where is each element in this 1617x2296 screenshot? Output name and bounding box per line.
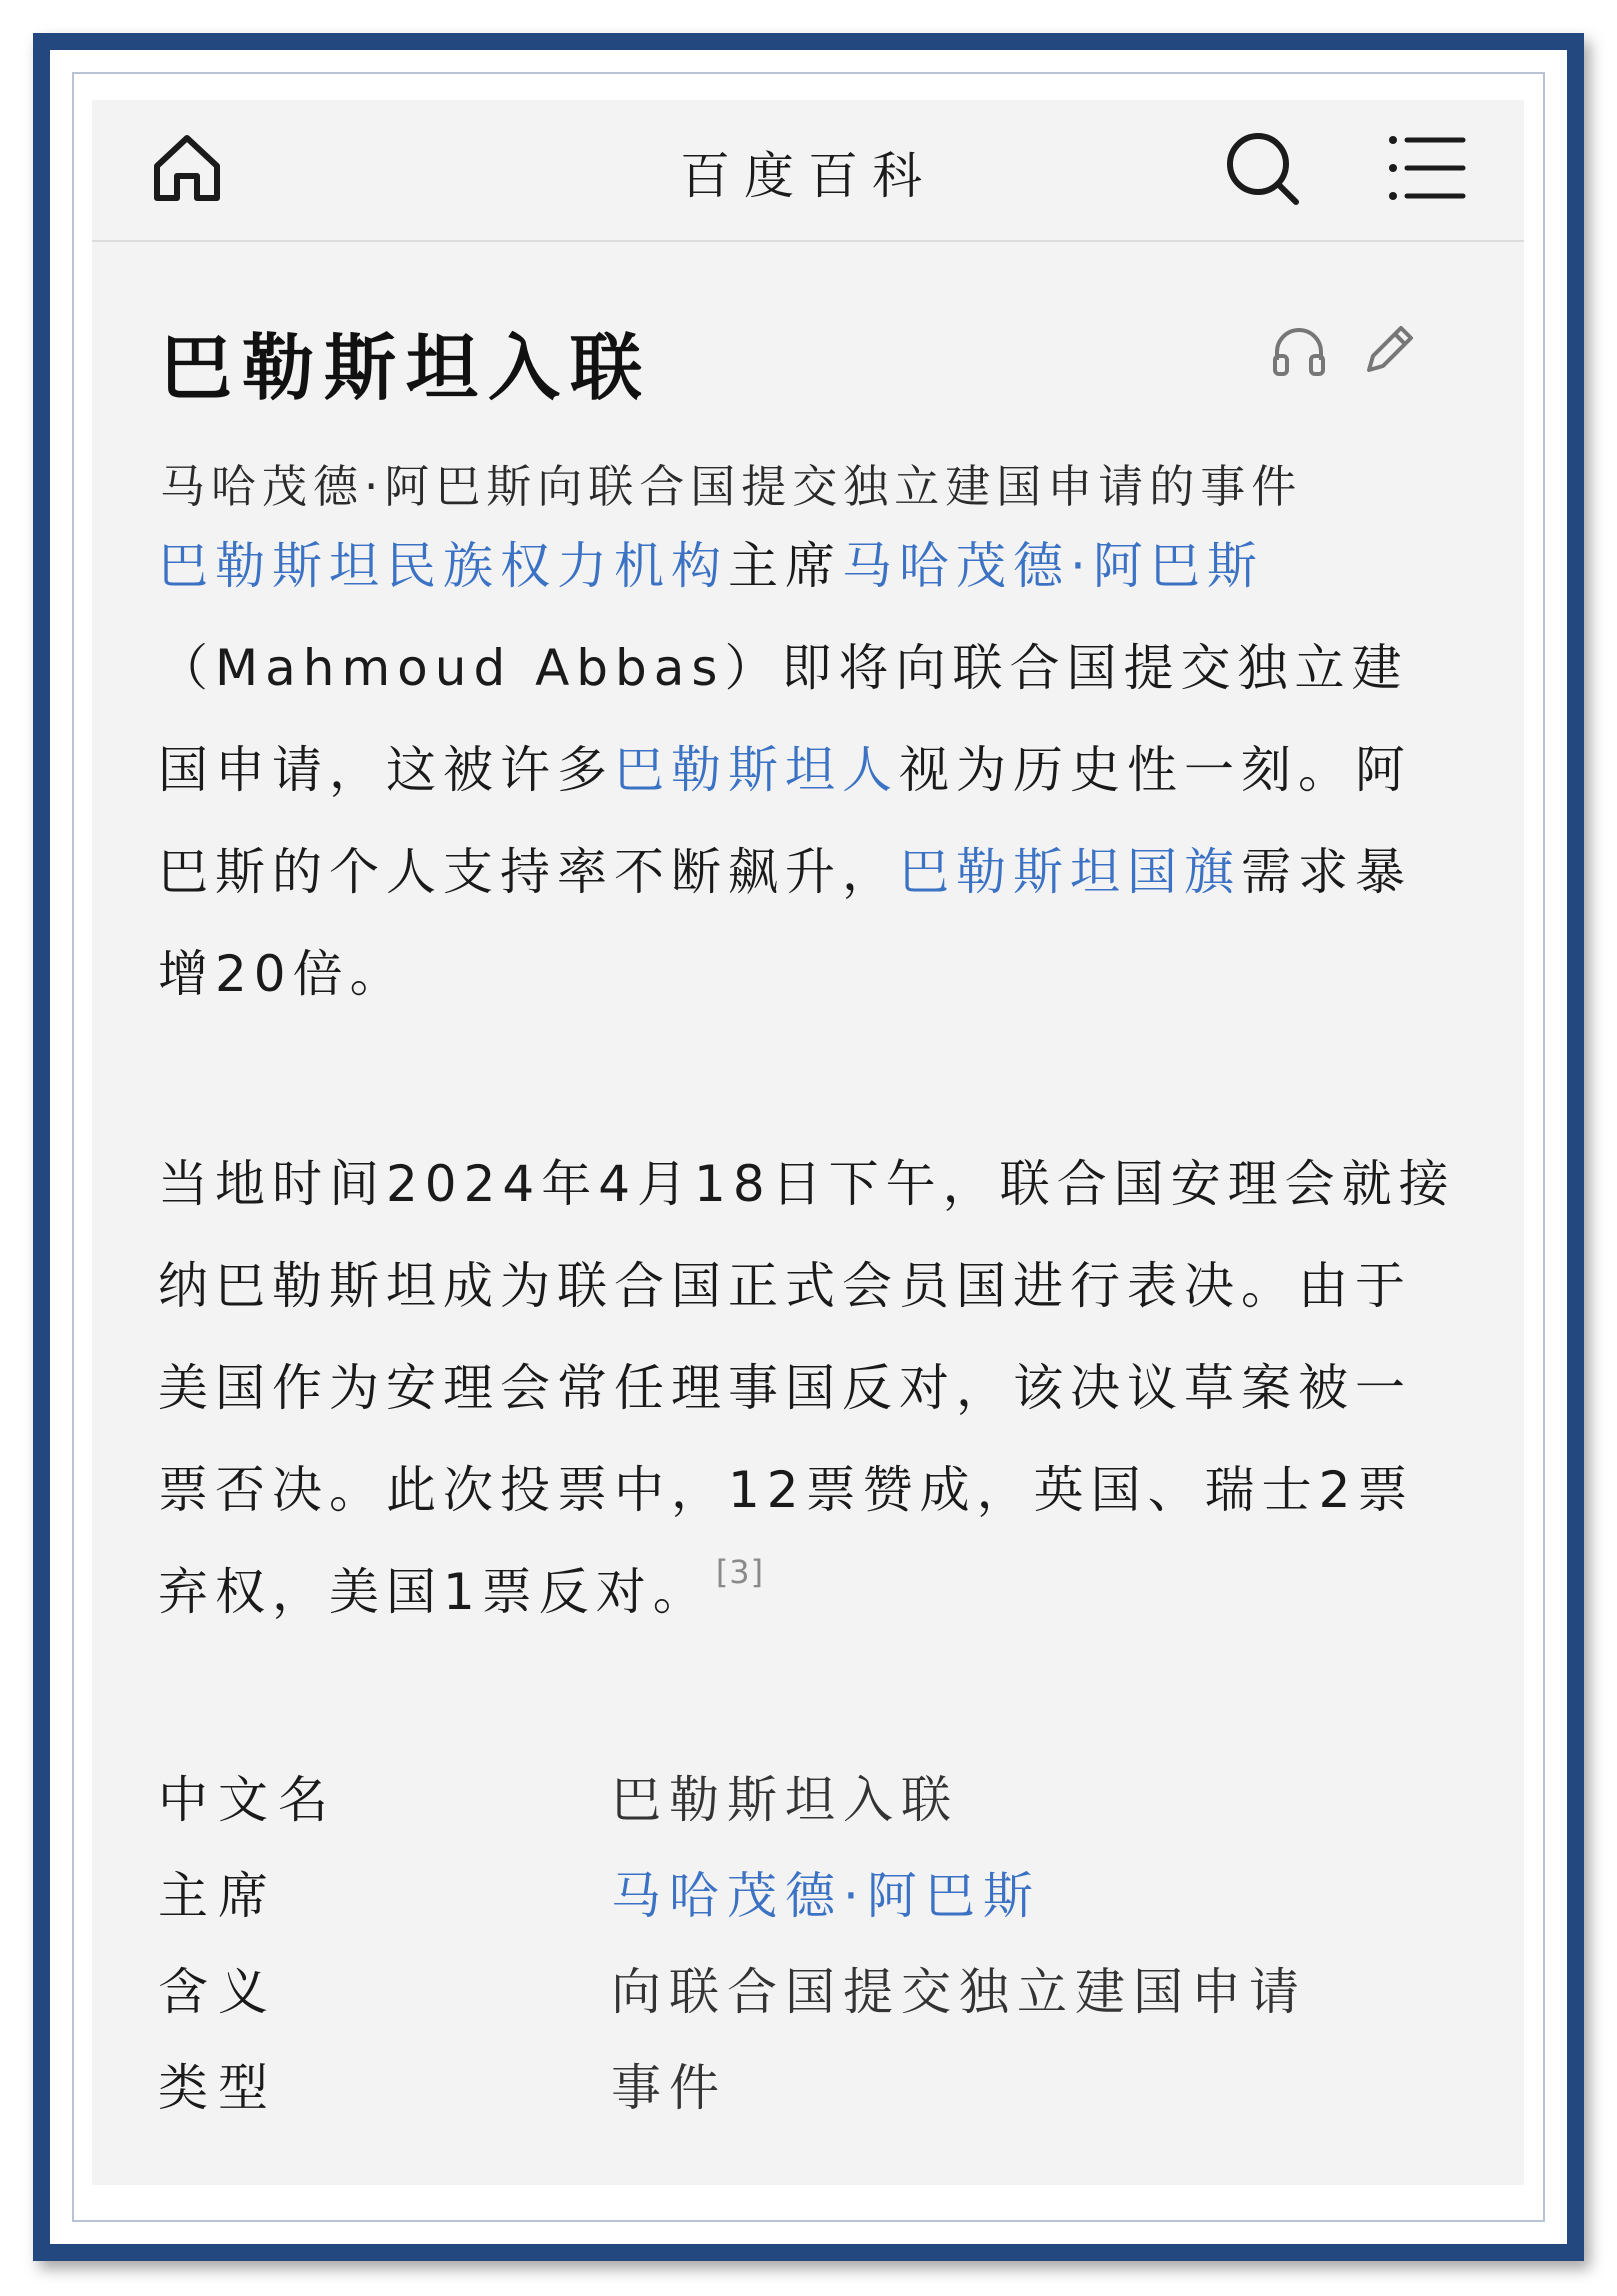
link-palestinian-flag[interactable]: 巴勒斯坦国旗 [899, 843, 1241, 901]
vote-paragraph [158, 1133, 1458, 1643]
para-text: 主席 [728, 537, 842, 595]
infobox-row-chairman [158, 1856, 1458, 1952]
infobox-row-meaning [158, 1952, 1458, 2048]
article-subtitle: 马哈茂德·阿巴斯向联合国提交独立建国申请的事件 [160, 460, 1303, 513]
top-nav-bar [92, 100, 1524, 242]
infobox-value-link[interactable]: 马哈茂德·阿巴斯 [611, 1867, 1041, 1925]
search-icon[interactable] [1222, 128, 1302, 208]
infobox [158, 1760, 1458, 2144]
infobox-value: 巴勒斯坦入联 [611, 1771, 959, 1829]
para-text: 需求暴增20倍。 [158, 843, 1412, 1003]
article-title: 巴勒斯坦入联 [160, 326, 653, 410]
link-mahmoud-abbas[interactable]: 马哈茂德·阿巴斯 [842, 537, 1264, 595]
pencil-icon[interactable] [1359, 320, 1419, 380]
infobox-row-type [158, 2048, 1458, 2144]
para-text: （Mahmoud Abbas）即将向联合国提交独立建国申请，这被许多 [158, 639, 1409, 799]
infobox-key: 主席 [158, 1867, 278, 1925]
link-palestinians[interactable]: 巴勒斯坦人 [614, 741, 899, 799]
infobox-key: 含义 [158, 1963, 278, 2021]
intro-paragraph [158, 515, 1458, 1025]
infobox-value: 事件 [611, 2059, 727, 2117]
infobox-key: 类型 [158, 2059, 278, 2117]
infobox-row-chinese-name [158, 1760, 1458, 1856]
link-palestinian-authority[interactable]: 巴勒斯坦民族权力机构 [158, 537, 728, 595]
app-screen [92, 100, 1524, 2185]
infobox-value: 向联合国提交独立建国申请 [611, 1963, 1307, 2021]
headphones-icon[interactable] [1269, 322, 1329, 382]
citation-link[interactable]: [3] [715, 1553, 765, 1591]
para-text: 视为历史性一刻。阿巴斯的个人支持率不断飙升， [158, 741, 1412, 901]
infobox-key: 中文名 [158, 1771, 338, 1829]
menu-icon[interactable] [1387, 130, 1467, 206]
app-title: 百度百科 [680, 147, 936, 205]
para-text: 当地时间2024年4月18日下午，联合国安理会就接纳巴勒斯坦成为联合国正式会员国进行表决。由于美国作为安理会常任理事国反对，该决议草案被一票否决。此次投票中，12票赞成，英国、瑞士2票弃权，美国1票反对。 [158, 1155, 1456, 1621]
